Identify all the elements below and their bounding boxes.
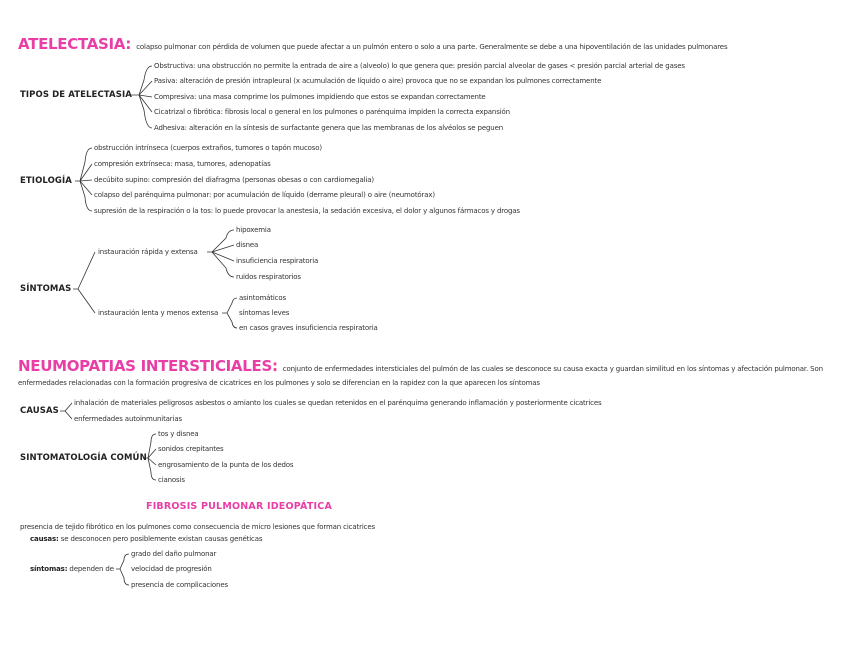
causas-item: enfermedades autoinmunitarias (74, 415, 182, 423)
sintomas-label: SÍNTOMAS (20, 284, 72, 294)
fibrosis-sintomas-row (30, 565, 114, 573)
fibrosis-sintomas-item: presencia de complicaciones (131, 581, 228, 589)
fibrosis-sintomas-text: dependen de (69, 565, 114, 573)
tipos-item-compresiva: Compresiva: una masa comprime los pulmones impidiendo que estos se expandan correctamente (154, 93, 486, 101)
sintomatologia-label: SINTOMATOLOGÍA COMÚN (20, 453, 147, 463)
tipos-item-adhesiva: Adhesiva: alteración en la síntesis de surfactante genera que las membranas de los alvéolos se peguen (154, 124, 504, 132)
fibrosis-causas-label: causas: (30, 535, 59, 543)
sintomas-rapida-item: disnea (236, 241, 259, 249)
tipos-item-pasiva: Pasiva: alteración de presión intrapleural (x acumulación de líquido o aire) provoca que no se expandan los pulmones correctamente (154, 77, 602, 85)
atelectasia-title: ATELECTASIA: (18, 35, 132, 53)
etiologia-item: obstrucción intrínseca (cuerpos extraños, tumores o tapón mucoso) (94, 144, 322, 152)
neumopatias-title: NEUMOPATIAS INTERSTICIALES: (18, 357, 278, 375)
fibrosis-sintomas-label: síntomas: (30, 565, 68, 573)
tipos-label: TIPOS DE ATELECTASIA (20, 90, 132, 100)
sintomatologia-item: sonidos crepitantes (158, 445, 224, 453)
etiologia-item: compresión extrínseca: masa, tumores, adenopatías (94, 160, 271, 168)
sintomas-rapida-item: insuficiencia respiratoria (236, 257, 319, 265)
etiologia-item: decúbito supino: compresión del diafragma (personas obesas o con cardiomegalia) (94, 176, 374, 184)
branch-causas (60, 403, 72, 419)
branch-sintomas (73, 252, 95, 313)
fibrosis-sintomas-item: grado del daño pulmonar (131, 550, 217, 558)
sintomas-group-lenta: instauración lenta y menos extensa (98, 309, 219, 317)
causas-label: CAUSAS (20, 406, 59, 416)
neumopatias-heading-row (18, 356, 823, 375)
branch-sintomas-rapida (207, 230, 234, 277)
atelectasia-definition: colapso pulmonar con pérdida de volumen que puede afectar a un pulmón entero o solo a una parte. Generalmente se debe a una hipoventilación de las unidades pulmonares (136, 43, 728, 51)
fibrosis-definition: presencia de tejido fibrótico en los pulmones como consecuencia de micro lesiones que forman cicatrices (20, 523, 375, 531)
branch-etiologia (75, 148, 92, 211)
neumopatias-definition-line1: conjunto de enfermedades intersticiales del pulmón de las cuales se desconoce su causa exacta y guardan similitud en los síntomas y afectación pulmonar. Son (282, 365, 823, 373)
tipos-item-obstructiva: Obstructiva: una obstrucción no permite la entrada de aire a (alveolo) lo que genera que: presión parcial alveolar de gases < presión parcial arterial de gases (154, 62, 685, 70)
sintomatologia-item: cianosis (158, 476, 185, 484)
branch-tipos (131, 66, 152, 128)
sintomas-rapida-item: hipoxemia (236, 226, 271, 234)
sintomas-rapida-item: ruidos respiratorios (236, 273, 301, 281)
sintomas-lenta-item: en casos graves insuficiencia respiratoria (239, 324, 378, 332)
fibrosis-title: FIBROSIS PULMONAR IDEOPÁTICA (146, 501, 332, 512)
neumopatias-definition-line2: enfermedades relacionadas con la formación progresiva de cicatrices en los pulmones y solo se diferencian en la rapidez con la que aparecen los síntomas (18, 379, 540, 387)
atelectasia-heading-row (18, 34, 727, 53)
tipos-item-cicatrizal: Cicatrizal o fibrótica: fibrosis local o general en los pulmones o parénquima impiden la correcta expansión (154, 108, 510, 116)
etiologia-item: colapso del parénquima pulmonar: por acumulación de líquido (derrame pleural) o aire (neumotórax) (94, 191, 435, 199)
branch-sintomas-lenta (222, 298, 237, 328)
sintomas-lenta-item: síntomas leves (239, 309, 290, 317)
fibrosis-causas-text: se desconocen pero posiblemente existan causas genéticas (60, 535, 263, 543)
sintomas-lenta-item: asintomáticos (239, 294, 286, 302)
causas-item: inhalación de materiales peligrosos asbestos o amianto los cuales se quedan retenidos en el parénquima generando inflamación y posteriormente cicatrices (74, 399, 602, 407)
sintomatologia-item: engrosamiento de la punta de los dedos (158, 461, 294, 469)
branch-fibrosis-sintomas (116, 554, 129, 585)
sintomatologia-item: tos y disnea (158, 430, 199, 438)
sintomas-group-rapida: instauración rápida y extensa (98, 248, 198, 256)
fibrosis-sintomas-item: velocidad de progresión (131, 565, 212, 573)
etiologia-label: ETIOLOGÍA (20, 176, 72, 186)
fibrosis-causas-row (30, 535, 262, 543)
etiologia-item: supresión de la respiración o la tos: lo puede provocar la anestesia, la sedación excesiva, el dolor y algunos fármacos y drogas (94, 207, 520, 215)
